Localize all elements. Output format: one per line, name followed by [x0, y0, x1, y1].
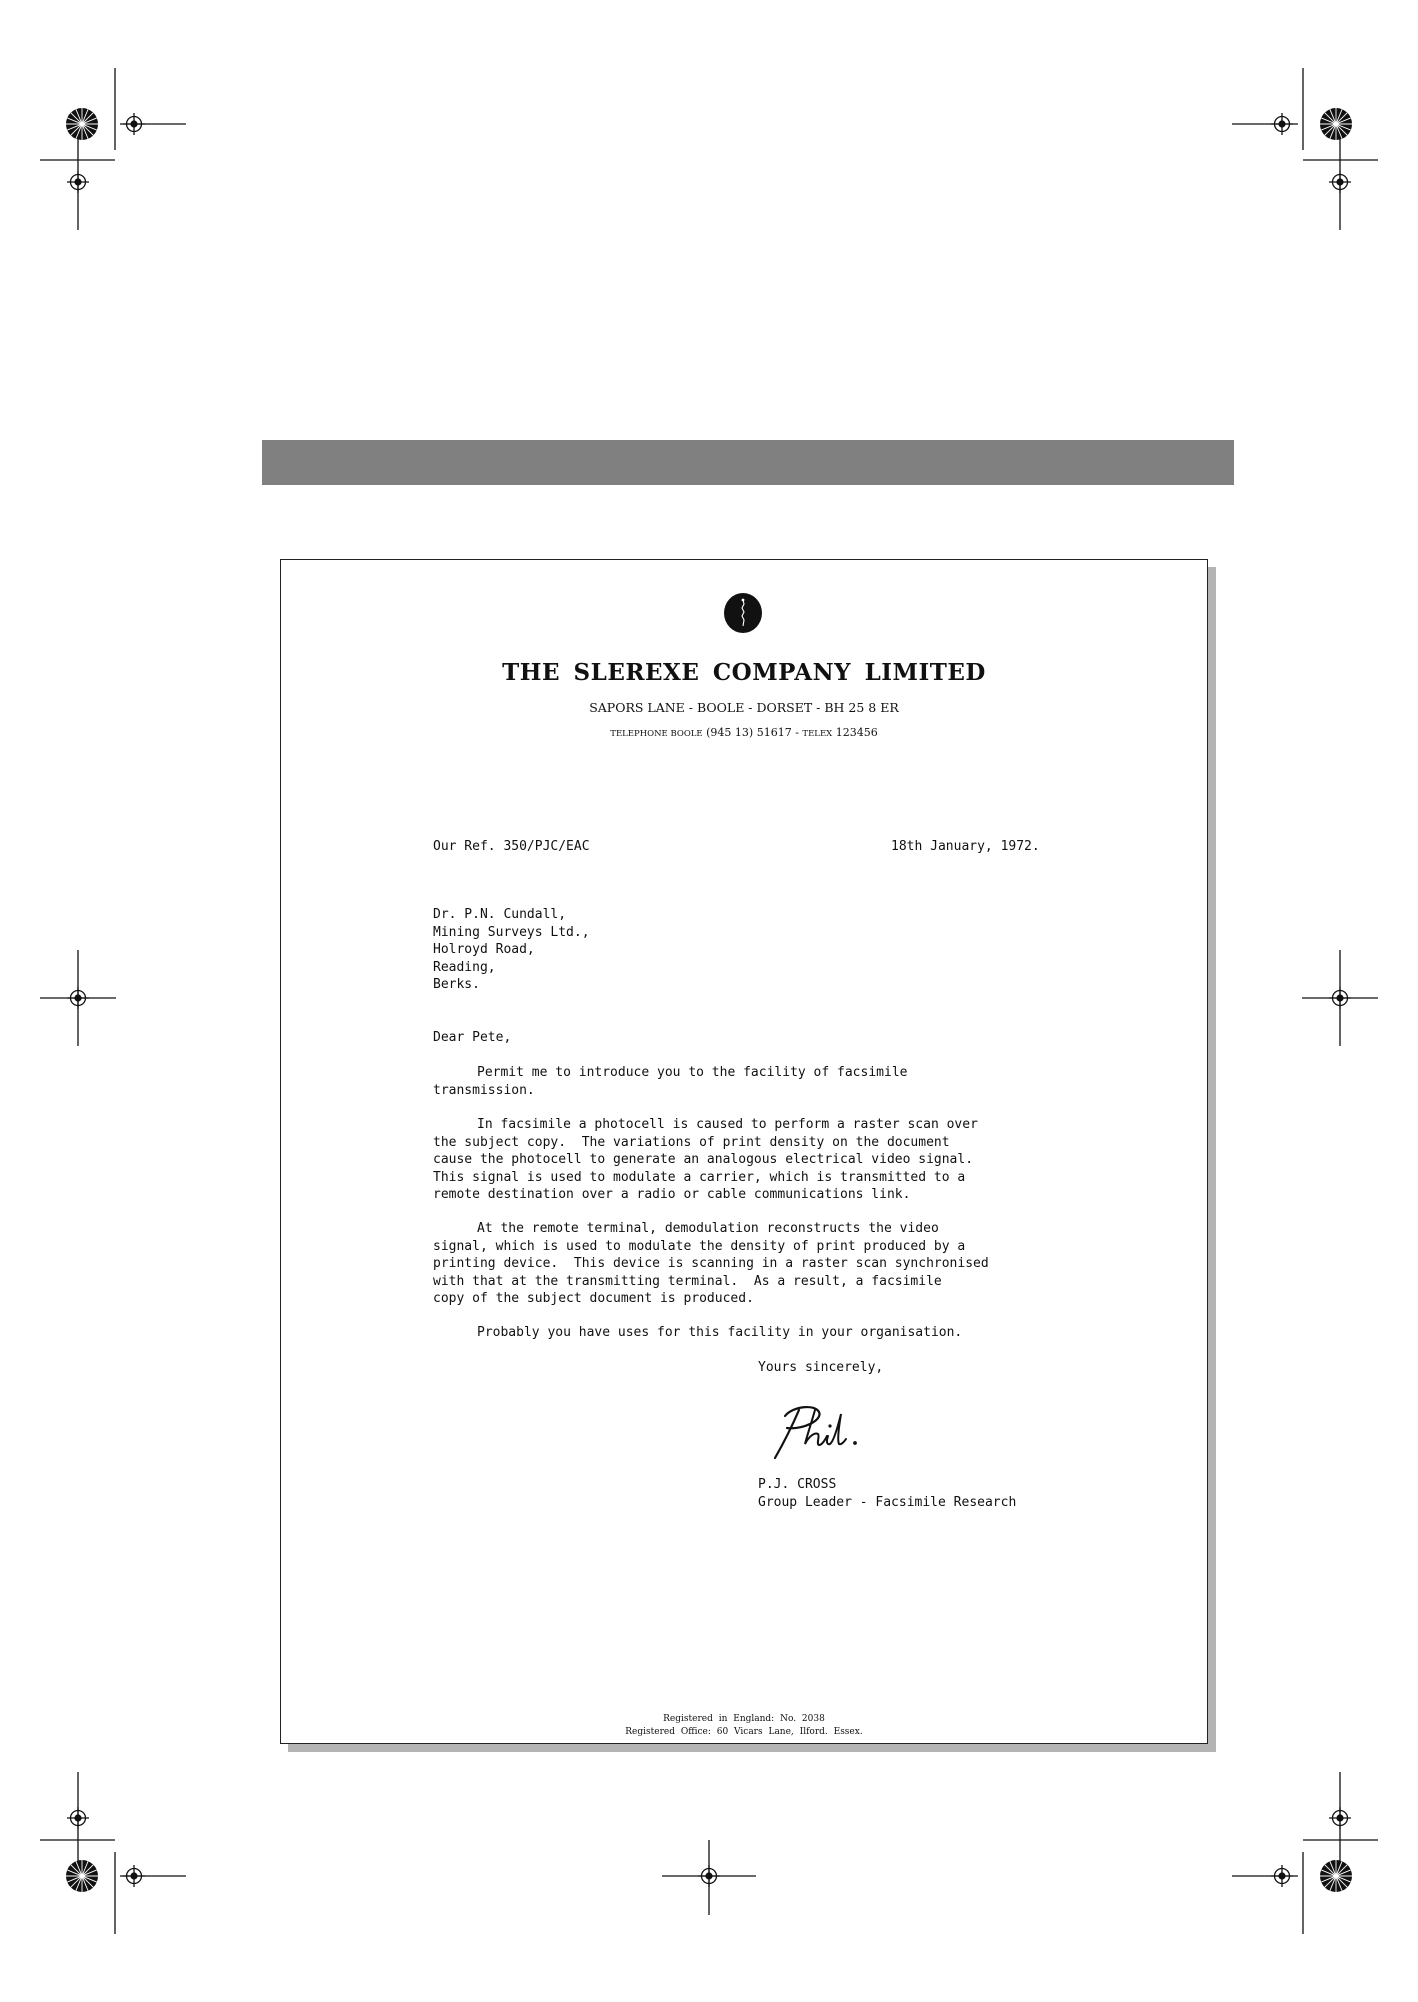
fax-letter-image [280, 559, 1208, 1744]
paragraph-line: remote destination over a radio or cable communications link. [433, 1187, 911, 1202]
signature [763, 1398, 873, 1466]
company-address: SAPORS LANE - BOOLE - DORSET - BH 25 8 ER [589, 700, 899, 715]
paragraph-line: Permit me to introduce you to the facility of facsimile [477, 1065, 908, 1080]
recipient-line: Holroyd Road, [433, 942, 535, 957]
paragraph-line: transmission. [433, 1082, 535, 1098]
telex-number: 123456 [835, 726, 878, 739]
paragraph-line: printing device. This device is scanning in a raster scan synchronised [433, 1256, 989, 1271]
footer-registered-office: Registered Office: 60 Vicars Lane, Ilford. Essex. [625, 1727, 863, 1737]
recipient-line: Mining Surveys Ltd., [433, 924, 590, 940]
signatory-name: P.J. CROSS [758, 1477, 837, 1492]
paragraph-line: copy of the subject document is produced. [433, 1291, 754, 1306]
company-telephone: TELEPHONE BOOLE (945 13) 51617 - TELEX 123456 [610, 726, 878, 739]
body-paragraph [433, 1116, 1073, 1204]
paragraph-line: with that at the transmitting terminal. As a result, a facsimile [433, 1273, 942, 1289]
paragraph-line: This signal is used to modulate a carrier, which is transmitted to a [433, 1169, 966, 1185]
paragraph-line: In facsimile a photocell is caused to perform a raster scan over [477, 1117, 978, 1132]
body-paragraph [433, 1220, 1073, 1308]
footer-registration: Registered in England: No. 2038 [663, 1714, 825, 1724]
paragraph-line: signal, which is used to modulate the density of print produced by a [433, 1238, 966, 1254]
telex-label: TELEX [802, 729, 833, 739]
recipient-line: Berks. [433, 977, 480, 992]
paragraph-line: Probably you have uses for this facility in your organisation. [477, 1325, 963, 1340]
company-logo-icon [723, 592, 763, 634]
letter-date: 18th January, 1972. [891, 839, 1040, 854]
company-name: THE SLEREXE COMPANY LIMITED [502, 659, 986, 686]
telephone-number: (945 13) 51617 [706, 726, 792, 739]
closing: Yours sincerely, [758, 1360, 884, 1375]
header-band [262, 440, 1234, 485]
recipient-line: Dr. P.N. Cundall, [433, 907, 567, 922]
body-paragraph [433, 1064, 1073, 1099]
signatory-title: Group Leader - Facsimile Research [758, 1495, 1017, 1510]
paragraph-line: cause the photocell to generate an analogous electrical video signal. [433, 1152, 974, 1167]
paragraph-line: At the remote terminal, demodulation reconstructs the video [477, 1221, 939, 1236]
letter-reference: Our Ref. 350/PJC/EAC [433, 839, 590, 854]
paragraph-line: the subject copy. The variations of print density on the document [433, 1134, 950, 1150]
recipient-address [433, 906, 590, 994]
salutation: Dear Pete, [433, 1030, 512, 1045]
recipient-line: Reading, [433, 959, 496, 975]
telephone-label: TELEPHONE BOOLE [610, 729, 703, 739]
body-paragraph [433, 1324, 1073, 1342]
